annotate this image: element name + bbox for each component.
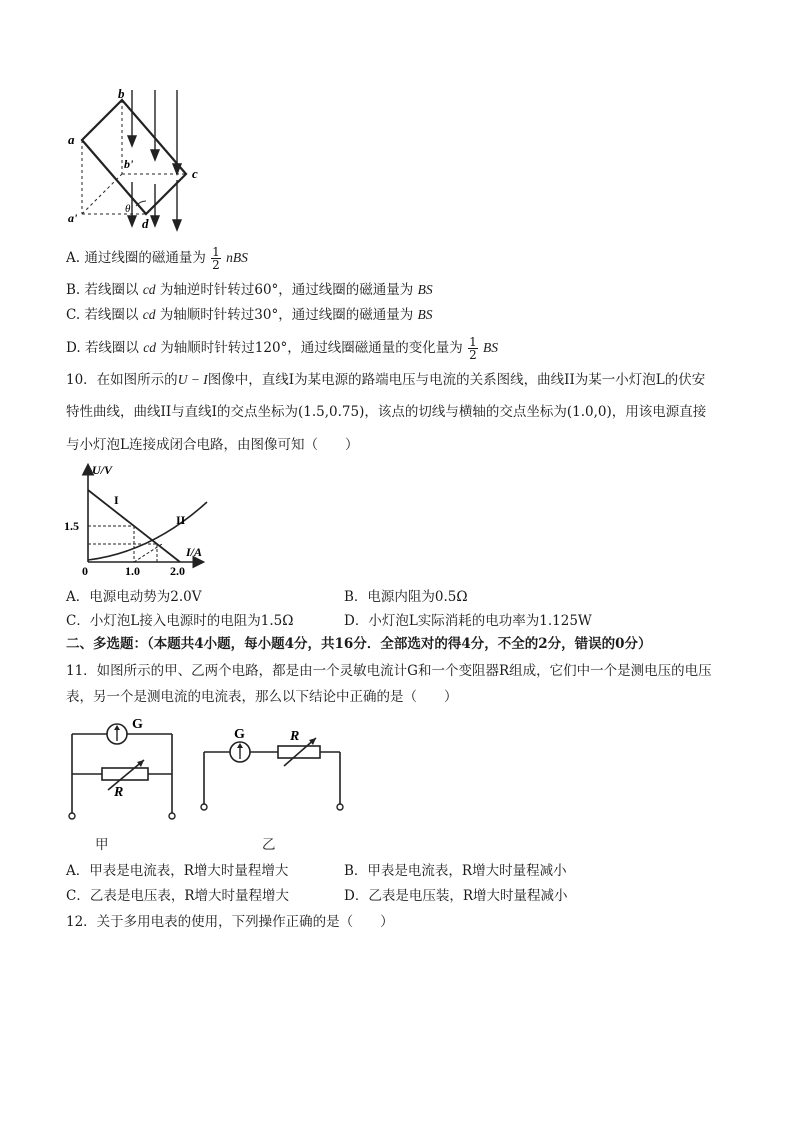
q11-stem-line2: 表，另一个是测电流的电流表，那么以下结论中正确的是（ ） xyxy=(66,689,458,705)
q10-option-b[interactable]: B．电源内阻为0.5Ω xyxy=(344,589,468,605)
coil-in-field-figure xyxy=(62,88,212,236)
label-a: a xyxy=(68,132,75,147)
q10-option-a[interactable]: A．电源电动势为2.0V xyxy=(66,589,202,605)
label-b: b xyxy=(118,88,125,101)
q11-option-c[interactable]: C．乙表是电压表，R增大时量程增大 xyxy=(66,888,289,904)
q10-option-d[interactable]: D．小灯泡L实际消耗的电功率为1.125W xyxy=(344,613,592,629)
x-axis-label: I/A xyxy=(186,545,203,559)
coil-frame xyxy=(82,100,186,214)
fraction-half: $\frac{1}{2}$ xyxy=(212,245,220,272)
q11-option-b[interactable]: B．甲表是电流表，R增大时量程减小 xyxy=(344,863,567,879)
x-tick-2-0: 2.0 xyxy=(170,564,185,578)
q10-stem-line1: 10．在如图所示的U − I图像中，直线I为某电源的路端电压与电流的关系图线，曲线II为某一小灯泡L的伏安 xyxy=(66,372,706,388)
q11-option-a[interactable]: A．甲表是电流表，R增大时量程增大 xyxy=(66,863,289,879)
label-a-prime: a' xyxy=(68,211,78,225)
y-axis-label: U/V xyxy=(92,463,113,477)
x-tick-1-0: 1.0 xyxy=(125,564,140,578)
label-b-prime: b' xyxy=(124,157,134,171)
label-g-yi: G xyxy=(234,727,245,742)
q9-option-a[interactable]: A. 通过线圈的磁通量为 $\frac{1}{2}$ nBS xyxy=(66,245,248,272)
q10-stem-line2: 特性曲线，曲线II与直线I的交点坐标为(1.5,0.75)，该点的切线与横轴的交点坐标为(1.0,0)，用该电源直接 xyxy=(66,404,707,420)
caption-jia: 甲 xyxy=(95,837,109,853)
q9-option-c[interactable]: C. 若线圈以 cd 为轴顺时针转过30°，通过线圈的磁通量为 BS xyxy=(66,307,433,323)
y-tick-1-5: 1.5 xyxy=(64,519,79,533)
u-i-graph xyxy=(62,460,212,580)
label-d: d xyxy=(142,216,149,231)
resistor-r-jia xyxy=(102,768,148,780)
section2-desc: （本题共4小题，每小题4分，共16分．全部选对的得4分，不全的2分，错误的0分） xyxy=(147,636,652,652)
fraction-half: $\frac{1}{2}$ xyxy=(469,335,477,362)
circuit-yi-figure xyxy=(196,724,356,814)
label-c: c xyxy=(192,166,198,181)
q9-option-d[interactable]: D. 若线圈以 cd 为轴顺时针转过120°，通过线圈磁通量的变化量为 $\frac{1}{2}$ BS xyxy=(66,335,499,362)
q10-stem-line3: 与小灯泡L连接成闭合电路，由图像可知（ ） xyxy=(66,437,359,453)
label-r-jia: R xyxy=(114,785,124,800)
q12-stem-line1: 12．关于多用电表的使用，下列操作正确的是（ ） xyxy=(66,914,394,930)
circuit-jia-figure xyxy=(62,714,182,822)
caption-yi: 乙 xyxy=(262,837,276,853)
section2-title: 二、多选题： xyxy=(66,636,147,652)
q11-stem-line1: 11．如图所示的甲、乙两个电路，都是由一个灵敏电流计G和一个变阻器R组成，它们中一个是测电压的电压 xyxy=(66,663,712,679)
label-r-yi: R xyxy=(290,729,300,744)
q10-option-c[interactable]: C．小灯泡L接入电源时的电阻为1.5Ω xyxy=(66,613,294,629)
curve2-label: II xyxy=(176,513,186,527)
q11-option-d[interactable]: D．乙表是电压装，R增大时量程减小 xyxy=(344,888,568,904)
section2-header xyxy=(66,635,652,653)
label-theta: θ xyxy=(125,203,131,215)
curve1-label: I xyxy=(114,493,119,507)
origin-label: 0 xyxy=(82,564,88,578)
q9-option-b[interactable]: B. 若线圈以 cd 为轴逆时针转过60°，通过线圈的磁通量为 BS xyxy=(66,282,433,298)
label-g-jia: G xyxy=(132,717,143,732)
